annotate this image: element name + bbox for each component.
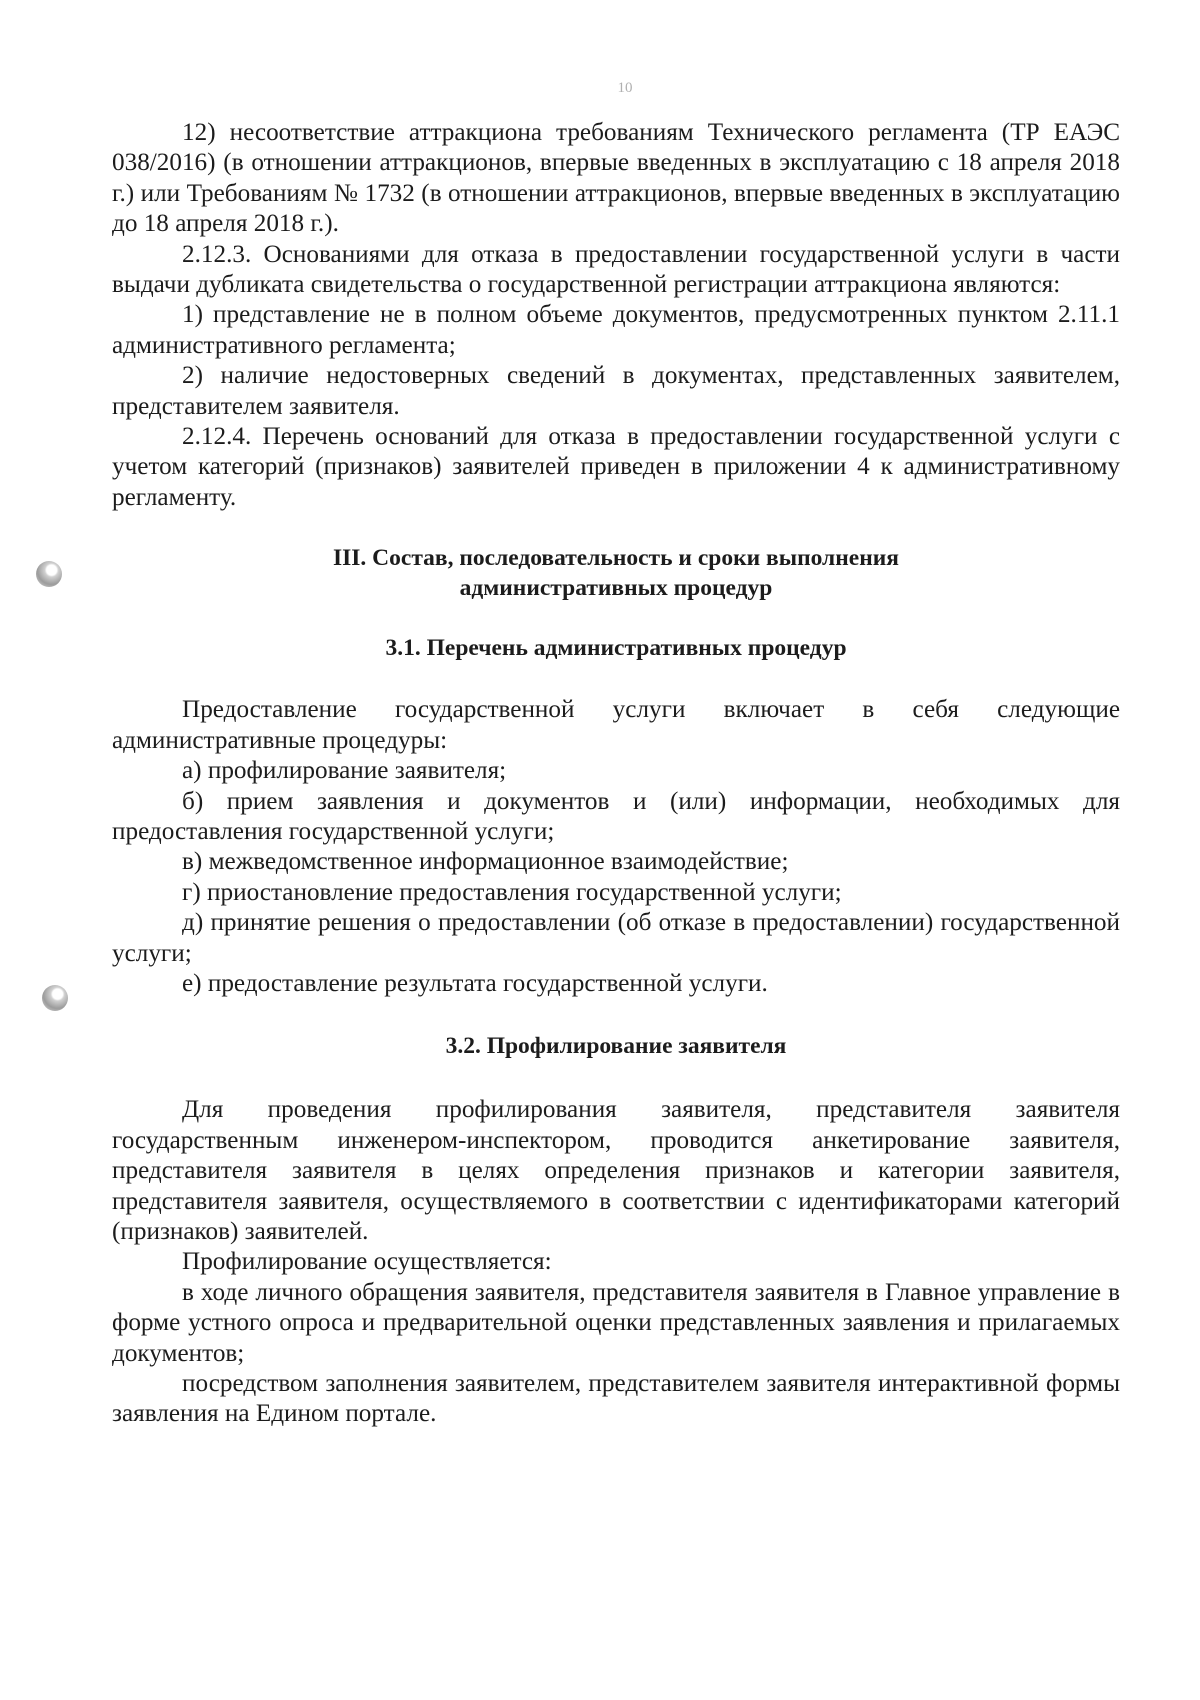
paragraph: в ходе личного обращения заявителя, представителя заявителя в Главное управление в форме устного опроса и предварительной оценки представленных заявления и прилагаемых документов; (112, 1278, 1120, 1367)
paragraph: 2.12.4. Перечень оснований для отказа в предоставлении государственной услуги с учетом категорий (признаков) заявителей приведен в приложении 4 к административному регламенту. (112, 423, 1120, 511)
paragraph: Для проведения профилирования заявителя, представителя заявителя государственным инженером-инспектором, проводится анкетирование заявителя, представителя заявителя в целях определения признаков и категории заявителя, представителя заявителя, осуществляемого в соответствии с идентификаторами категорий (признаков) заявителей. (112, 1096, 1120, 1245)
page-number: 10 (617, 80, 633, 96)
list-item: г) приостановление предоставления государственной услуги; (182, 878, 842, 906)
list-item: д) принятие решения о предоставлении (об отказе в предоставлении) государственной услуги; (112, 909, 1120, 967)
paragraph: Предоставление государственной услуги включает в себя следующие административные процедуры: (112, 696, 1120, 754)
paragraph: посредством заполнения заявителем, представителем заявителя интерактивной формы заявления на Едином портале. (112, 1370, 1120, 1428)
subsection-heading: 3.2. Профилирование заявителя (445, 1033, 787, 1060)
paragraph: 12) несоответствие аттракциона требованиям Технического регламента (ТР ЕАЭС 038/2016) (в отношении аттракционов, впервые введенных в эксплуатацию с 18 апреля 2018 г.) или Требованиям № 1732 (в отношении аттракционов, впервые введенных в эксплуатацию до 18 апреля 2018 г.). (112, 119, 1120, 238)
section-heading-line: III. Состав, последовательность и сроки выполнения (332, 545, 899, 572)
punch-hole-mark (42, 985, 68, 1011)
list-item: в) межведомственное информационное взаимодействие; (182, 848, 789, 876)
list-item: б) прием заявления и документов и (или) информации, необходимых для предоставления государственной услуги; (112, 787, 1120, 845)
paragraph: 2) наличие недостоверных сведений в документах, представленных заявителем, представителем заявителя. (112, 362, 1120, 420)
subsection-heading: 3.1. Перечень административных процедур (385, 635, 847, 662)
paragraph: 1) представление не в полном объеме документов, предусмотренных пунктом 2.11.1 административного регламента; (112, 301, 1120, 359)
document-body (112, 118, 1120, 1430)
list-item: е) предоставление результата государственной услуги. (182, 969, 768, 997)
section-heading-line: административных процедур (459, 575, 773, 602)
paragraph: 2.12.3. Основаниями для отказа в предоставлении государственной услуги в части выдачи дубликата свидетельства о государственной регистрации аттракциона являются: (112, 240, 1120, 299)
list-item: а) профилирование заявителя; (182, 757, 507, 785)
paragraph: Профилирование осуществляется: (182, 1248, 552, 1276)
punch-hole-mark (36, 561, 62, 587)
